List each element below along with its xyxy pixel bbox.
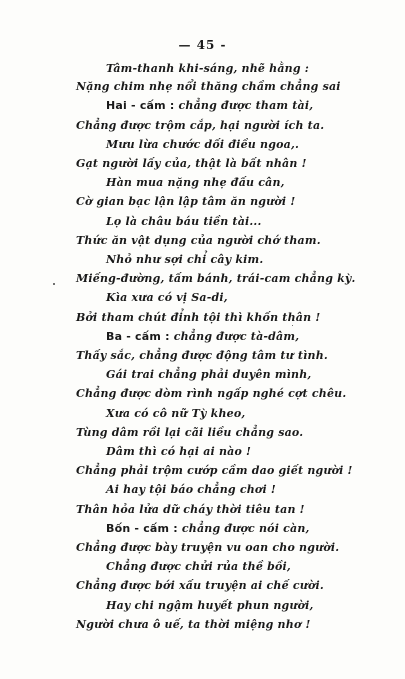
section-text: chẳng được nói càn, (177, 522, 310, 535)
section-text: chẳng được tà-dâm, (169, 330, 300, 343)
print-speck (53, 283, 55, 285)
poem-line: Chẳng được trộm cắp, hại người ích ta. (76, 119, 325, 132)
poem-line: Ai hay tội báo chẳng chơi ! (106, 483, 276, 496)
poem-line: Nhỏ như sợi chỉ cây kim. (106, 253, 264, 266)
section-text: chẳng được tham tài, (174, 99, 314, 112)
poem-line: Hay chi ngậm huyết phun người, (106, 599, 314, 612)
poem-line: Chẳng được bới xấu truyện ai chế cười. (76, 579, 324, 592)
section-label: Bốn - cấm : (106, 522, 178, 535)
poem-line: Chẳng được dòm rình ngấp nghé cợt chêu. (76, 387, 347, 400)
poem-line-section-heading (106, 520, 310, 538)
poem-line: Chẳng phải trộm cướp cầm dao giết người ! (76, 464, 353, 477)
poem-line: Chẳng được bày truyện vu oan cho người. (76, 541, 340, 554)
poem-line: Lọ là châu báu tiền tài... (106, 215, 262, 228)
section-label: Ba - cấm : (106, 330, 170, 343)
poem-line: Kìa xưa có vị Sa-di, (106, 291, 228, 304)
poem-line: Thức ăn vật dụng của người chớ tham. (76, 234, 321, 247)
poem-line: Gái trai chẳng phải duyên mình, (106, 368, 312, 381)
page-number: — 45 - (178, 38, 227, 52)
poem-line: Thấy sắc, chẳng được động tâm tư tình. (76, 349, 328, 362)
poem-line: Người chưa ô uế, ta thời miệng nhơ ! (76, 618, 311, 631)
poem-line: Thân hỏa lửa dữ cháy thời tiêu tan ! (76, 503, 305, 516)
poem-line: Dâm thì có hại ai nào ! (106, 445, 252, 458)
section-label: Hai - cấm : (106, 99, 175, 112)
poem-line: Nặng chim nhẹ nổi thăng chầm chẳng sai (76, 80, 341, 93)
poem-line: Cờ gian bạc lận lập tâm ăn người ! (76, 195, 296, 208)
poem-line: Hàn mua nặng nhẹ đấu cân, (106, 176, 285, 189)
print-speck (292, 325, 293, 326)
poem-line-section-heading (106, 97, 313, 115)
poem-line: Chẳng được chửi rủa thề bồi, (106, 560, 291, 573)
poem-line: Tâm-thanh khi-sáng, nhẽ hằng : (106, 62, 310, 75)
poem-line: Miếng-đường, tấm bánh, trái-cam chẳng kỳ. (76, 272, 356, 285)
poem-line-section-heading (106, 328, 299, 346)
poem-line: Gạt người lấy của, thật là bất nhân ! (76, 157, 307, 170)
poem-line: Tùng dâm rồi lại cãi liều chẳng sao. (76, 426, 304, 439)
poem-line: Bởi tham chút đỉnh tội thì khốn thân ! (76, 311, 321, 324)
poem-line: Mưu lừa chước dối điều ngoa,. (106, 138, 300, 151)
poem-line: Xưa có cô nữ Tỳ kheo, (106, 407, 246, 420)
